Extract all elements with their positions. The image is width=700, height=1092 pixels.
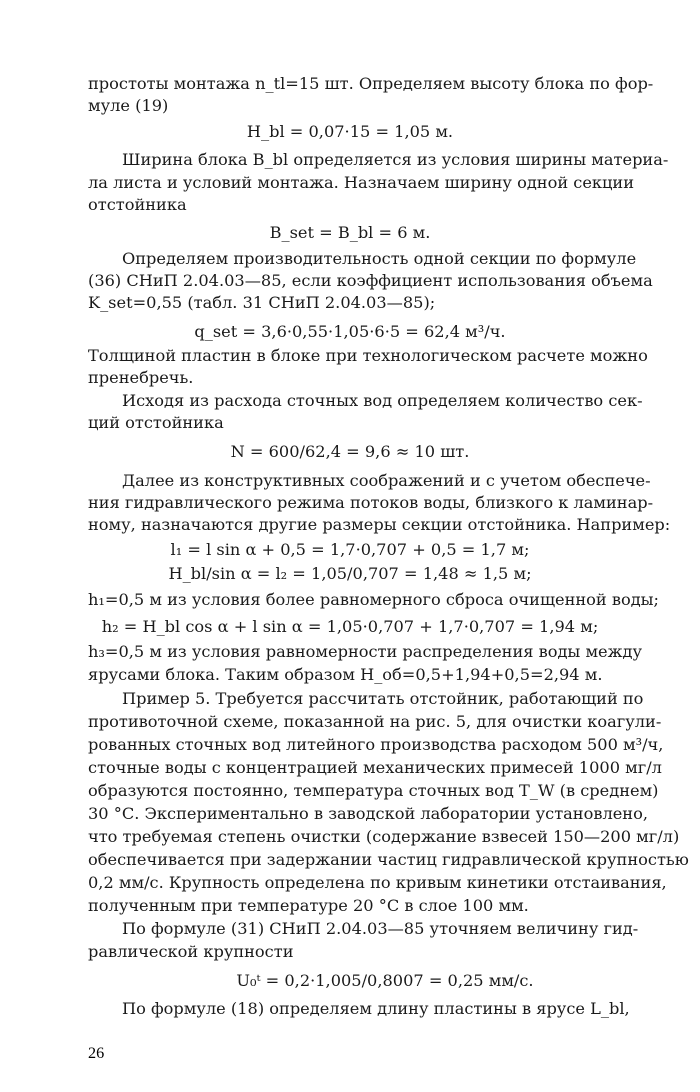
text-line-37: равлической крупности bbox=[88, 942, 294, 961]
text-line-14: Исходя из расхода сточных вод определяем количество сек- bbox=[122, 391, 643, 410]
text-line-9: (36) СНиП 2.04.03—85, если коэффициент использования объема bbox=[88, 271, 653, 290]
text-line-10: K_set=0,55 (табл. 31 СНиП 2.04.03—85); bbox=[88, 293, 436, 312]
text-line-5: ла листа и условий монтажа. Назначаем ширину одной секции bbox=[88, 173, 635, 192]
text-line-33: обеспечивается при задержании частиц гидравлической крупностью bbox=[88, 850, 689, 869]
text-line-30: образуются постоянно, температура сточных вод T_W (в среднем) bbox=[88, 781, 659, 800]
text-line-34: 0,2 мм/с. Крупность определена по кривым кинетики отстаивания, bbox=[88, 873, 667, 892]
formula-hydraulic-size: U₀ᵗ = 0,2·1,005/0,8007 = 0,25 мм/с. bbox=[236, 971, 534, 990]
text-line-31: 30 °С. Экспериментально в заводской лаборатории установлено, bbox=[88, 804, 648, 823]
text-line-18: ния гидравлического режима потоков воды, близкого к ламинар- bbox=[88, 493, 654, 512]
text-line-17: Далее из конструктивных соображений и с учетом обеспече- bbox=[122, 471, 651, 490]
text-line-39: По формуле (18) определяем длину пластины в ярусе L_bl, bbox=[122, 999, 630, 1018]
text-line-13: пренебречь. bbox=[88, 368, 194, 387]
text-line-2: муле (19) bbox=[88, 96, 169, 115]
text-line-29: сточные воды с концентрацией механических примесей 1000 мг/л bbox=[88, 758, 662, 777]
text-line-4: Ширина блока B_bl определяется из условия ширины материа- bbox=[122, 150, 669, 169]
text-line-35: полученным при температуре 20 °С в слое 100 мм. bbox=[88, 896, 529, 915]
text-line-1: простоты монтажа n_tl=15 шт. Определяем высоту блока по фор- bbox=[88, 74, 654, 93]
text-line-28: рованных сточных вод литейного производства расходом 500 м³/ч, bbox=[88, 735, 664, 754]
formula-l2: H_bl/sin α = l₂ = 1,05/0,707 = 1,48 ≈ 1,5 м; bbox=[168, 564, 532, 583]
formula-section-width: B_set = B_bl = 6 м. bbox=[269, 223, 431, 242]
formula-h2: h₂ = H_bl cos α + l sin α = 1,05·0,707 + 1,7·0,707 = 1,94 м; bbox=[101, 617, 599, 636]
formula-l1: l₁ = l sin α + 0,5 = 1,7·0,707 + 0,5 = 1,7 м; bbox=[170, 540, 530, 559]
formula-section-count: N = 600/62,4 = 9,6 ≈ 10 шт. bbox=[230, 442, 470, 461]
text-line-32: что требуемая степень очистки (содержание взвесей 150—200 мг/л) bbox=[88, 827, 680, 846]
text-line-24: h₃=0,5 м из условия равномерности распределения воды между bbox=[88, 642, 642, 661]
text-line-12: Толщиной пластин в блоке при технологическом расчете можно bbox=[88, 346, 648, 365]
text-line-19: ному, назначаются другие размеры секции отстойника. Например: bbox=[88, 515, 671, 534]
text-line-8: Определяем производительность одной секции по формуле bbox=[122, 249, 637, 268]
text-line-27: противоточной схеме, показанной на рис. 5, для очистки коагули- bbox=[88, 712, 662, 731]
example-5-heading: Пример 5. Требуется рассчитать отстойник, работающий по bbox=[122, 689, 644, 708]
text-line-36: По формуле (31) СНиП 2.04.03—85 уточняем величину гид- bbox=[122, 919, 639, 938]
text-line-22: h₁=0,5 м из условия более равномерного сброса очищенной воды; bbox=[88, 590, 659, 609]
text-line-15: ций отстойника bbox=[88, 413, 224, 432]
formula-block-height: H_bl = 0,07·15 = 1,05 м. bbox=[246, 122, 454, 141]
text-line-25: ярусами блока. Таким образом H_об=0,5+1,94+0,5=2,94 м. bbox=[88, 665, 603, 684]
formula-section-capacity: q_set = 3,6·0,55·1,05·6·5 = 62,4 м³/ч. bbox=[194, 322, 506, 341]
text-line-6: отстойника bbox=[88, 195, 187, 214]
page-number: 26 bbox=[88, 1044, 105, 1062]
